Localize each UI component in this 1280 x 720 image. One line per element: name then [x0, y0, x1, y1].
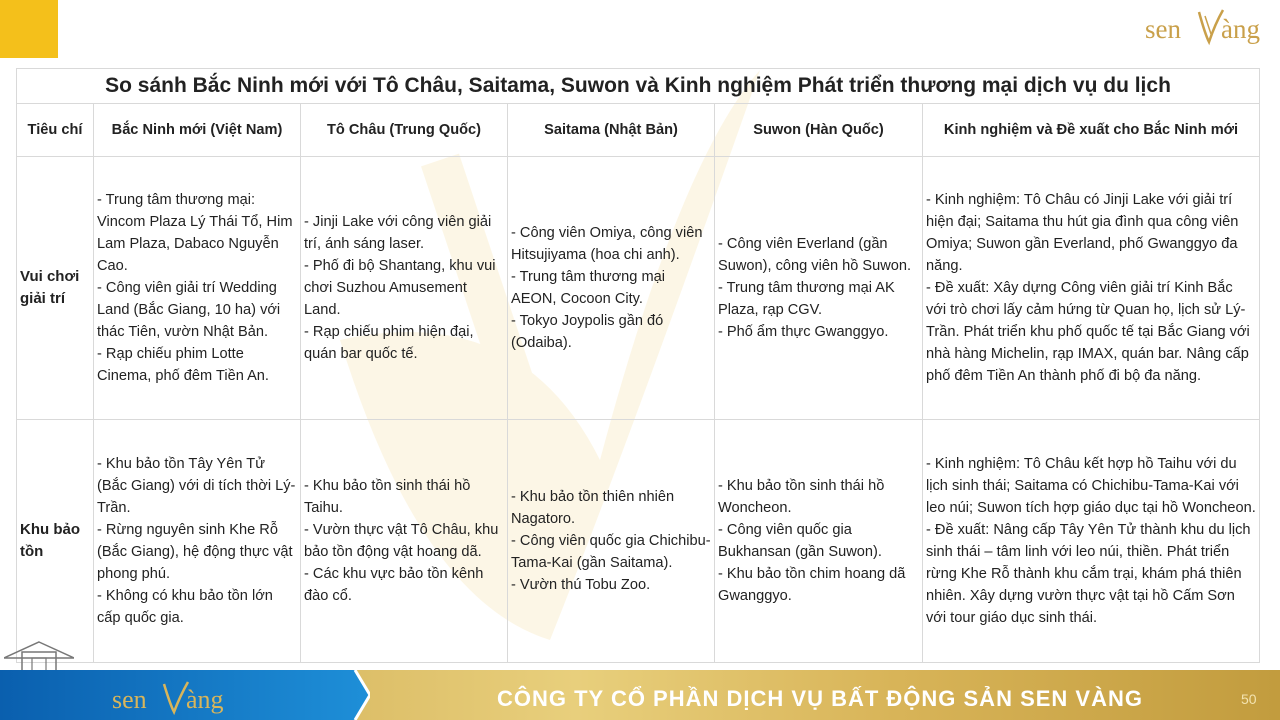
footer-logo-text-left: sen — [112, 685, 147, 714]
cell-line: - Công viên Omiya, công viên Hitsujiyama (hoa chi anh). — [511, 225, 703, 263]
cell-line: - Kinh nghiệm: Tô Châu có Jinji Lake với giải trí hiện đại; Saitama thu hút gia đình qua công viên Omiya; Suwon gần Everland, phố Gwanggyo đa năng. — [926, 192, 1239, 274]
cell-line: - Khu bảo tồn sinh thái hồ Taihu. — [304, 478, 471, 516]
corner-accent-block — [0, 0, 58, 58]
cell-saitama — [508, 157, 715, 420]
cell-line: - Vườn thực vật Tô Châu, khu bảo tồn động vật hoang dã. — [304, 522, 499, 560]
cell-line: - Khu bảo tồn sinh thái hồ Woncheon. — [718, 478, 885, 516]
cell-line: - Công viên quốc gia Bukhansan (gần Suwon). — [718, 522, 882, 560]
cell-to-chau — [301, 157, 508, 420]
header-saitama: Saitama (Nhật Bản) — [508, 104, 715, 157]
cell-line: - Công viên giải trí Wedding Land (Bắc Giang, 10 ha) với thác Tiên, vườn Nhật Bản. — [97, 280, 281, 340]
cell-suwon — [715, 157, 923, 420]
footer-sen-vang-logo — [112, 678, 237, 718]
cell-line: - Đề xuất: Xây dựng Công viên giải trí Kinh Bắc với trò chơi lấy cảm hứng từ Quan họ, lịch sử Lý-Trần. Phát triển khu phố quốc tế tại Bắc Giang với nhà hàng Michelin, rạp IMAX, quán bar. Nâng cấp phố đêm Tiền An thành phố đi bộ đa năng. — [926, 280, 1250, 384]
comparison-table — [16, 68, 1260, 663]
cell-experience — [923, 157, 1260, 420]
logo-text-left: sen — [1145, 14, 1181, 44]
cell-line: - Trung tâm thương mại AK Plaza, rạp CGV. — [718, 280, 895, 318]
cell-line: - Phố đi bộ Shantang, khu vui chơi Suzhou Amusement Land. — [304, 258, 496, 318]
footer-company-name: CÔNG TY CỔ PHẦN DỊCH VỤ BẤT ĐỘNG SẢN SEN VÀNG — [497, 686, 1143, 711]
comparison-table-container — [16, 68, 1259, 663]
cell-to-chau — [301, 420, 508, 663]
cell-line: - Đề xuất: Nâng cấp Tây Yên Tử thành khu du lịch sinh thái – tâm linh với leo núi, thiền. Phát triển rừng Khe Rỗ thành khu cắm trại, khám phá thiên nhiên. Xây dựng vườn thực vật tại hồ Cấm Sơn với tour giáo dục sinh thái. — [926, 522, 1251, 626]
cell-line: - Khu bảo tồn Tây Yên Tử (Bắc Giang) với di tích thời Lý-Trần. — [97, 456, 296, 516]
cell-bac-ninh — [94, 420, 301, 663]
footer-logo-text-right: àng — [186, 685, 224, 714]
sen-vang-logo — [1145, 4, 1270, 48]
criterion-conservation: Khu bảo tồn — [17, 420, 94, 663]
cell-saitama — [508, 420, 715, 663]
table-title: So sánh Bắc Ninh mới với Tô Châu, Saitama, Suwon và Kinh nghiệm Phát triển thương mại dịch vụ du lịch — [17, 69, 1260, 104]
table-row — [17, 420, 1260, 663]
header-bac-ninh: Bắc Ninh mới (Việt Nam) — [94, 104, 301, 157]
criterion-entertainment: Vui chơi giải trí — [17, 157, 94, 420]
cell-line: - Không có khu bảo tồn lớn cấp quốc gia. — [97, 588, 273, 626]
cell-line: - Trung tâm thương mại: Vincom Plaza Lý Thái Tổ, Him Lam Plaza, Dabaco Nguyễn Cao. — [97, 192, 293, 274]
cell-line: - Rạp chiếu phim hiện đại, quán bar quốc tế. — [304, 324, 474, 362]
cell-line: - Rừng nguyên sinh Khe Rỗ (Bắc Giang), hệ động thực vật phong phú. — [97, 522, 293, 582]
cell-suwon — [715, 420, 923, 663]
header-suwon: Suwon (Hàn Quốc) — [715, 104, 923, 157]
cell-line: - Các khu vực bảo tồn kênh đào cổ. — [304, 566, 484, 604]
cell-line: - Khu bảo tồn chim hoang dã Gwanggyo. — [718, 566, 906, 604]
header-to-chau: Tô Châu (Trung Quốc) — [301, 104, 508, 157]
header-criterion: Tiêu chí — [17, 104, 94, 157]
cell-line: - Rạp chiếu phim Lotte Cinema, phố đêm Tiền An. — [97, 346, 269, 384]
building-icon — [4, 640, 74, 672]
header-experience: Kinh nghiệm và Đề xuất cho Bắc Ninh mới — [923, 104, 1260, 157]
logo-text-right: àng — [1221, 14, 1260, 44]
cell-line: - Trung tâm thương mại AEON, Cocoon City. — [511, 269, 665, 307]
cell-line: - Công viên Everland (gần Suwon), công viên hồ Suwon. — [718, 236, 912, 274]
cell-line: - Khu bảo tồn thiên nhiên Nagatoro. — [511, 489, 675, 527]
cell-line: - Phố ẩm thực Gwanggyo. — [718, 324, 889, 340]
cell-line: - Công viên quốc gia Chichibu-Tama-Kai (gần Saitama). — [511, 533, 711, 571]
cell-line: - Kinh nghiệm: Tô Châu kết hợp hồ Taihu với du lịch sinh thái; Saitama có Chichibu-Tama-Kai với leo núi; Suwon tích hợp giáo dục tại hồ Woncheon. — [926, 456, 1256, 516]
table-row — [17, 157, 1260, 420]
cell-line: - Tokyo Joypolis gần đó (Odaiba). — [511, 313, 664, 351]
cell-experience — [923, 420, 1260, 663]
cell-line: - Jinji Lake với công viên giải trí, ánh sáng laser. — [304, 214, 492, 252]
cell-line: - Vườn thú Tobu Zoo. — [511, 577, 651, 593]
page-number: 50 — [1241, 691, 1257, 707]
cell-bac-ninh — [94, 157, 301, 420]
